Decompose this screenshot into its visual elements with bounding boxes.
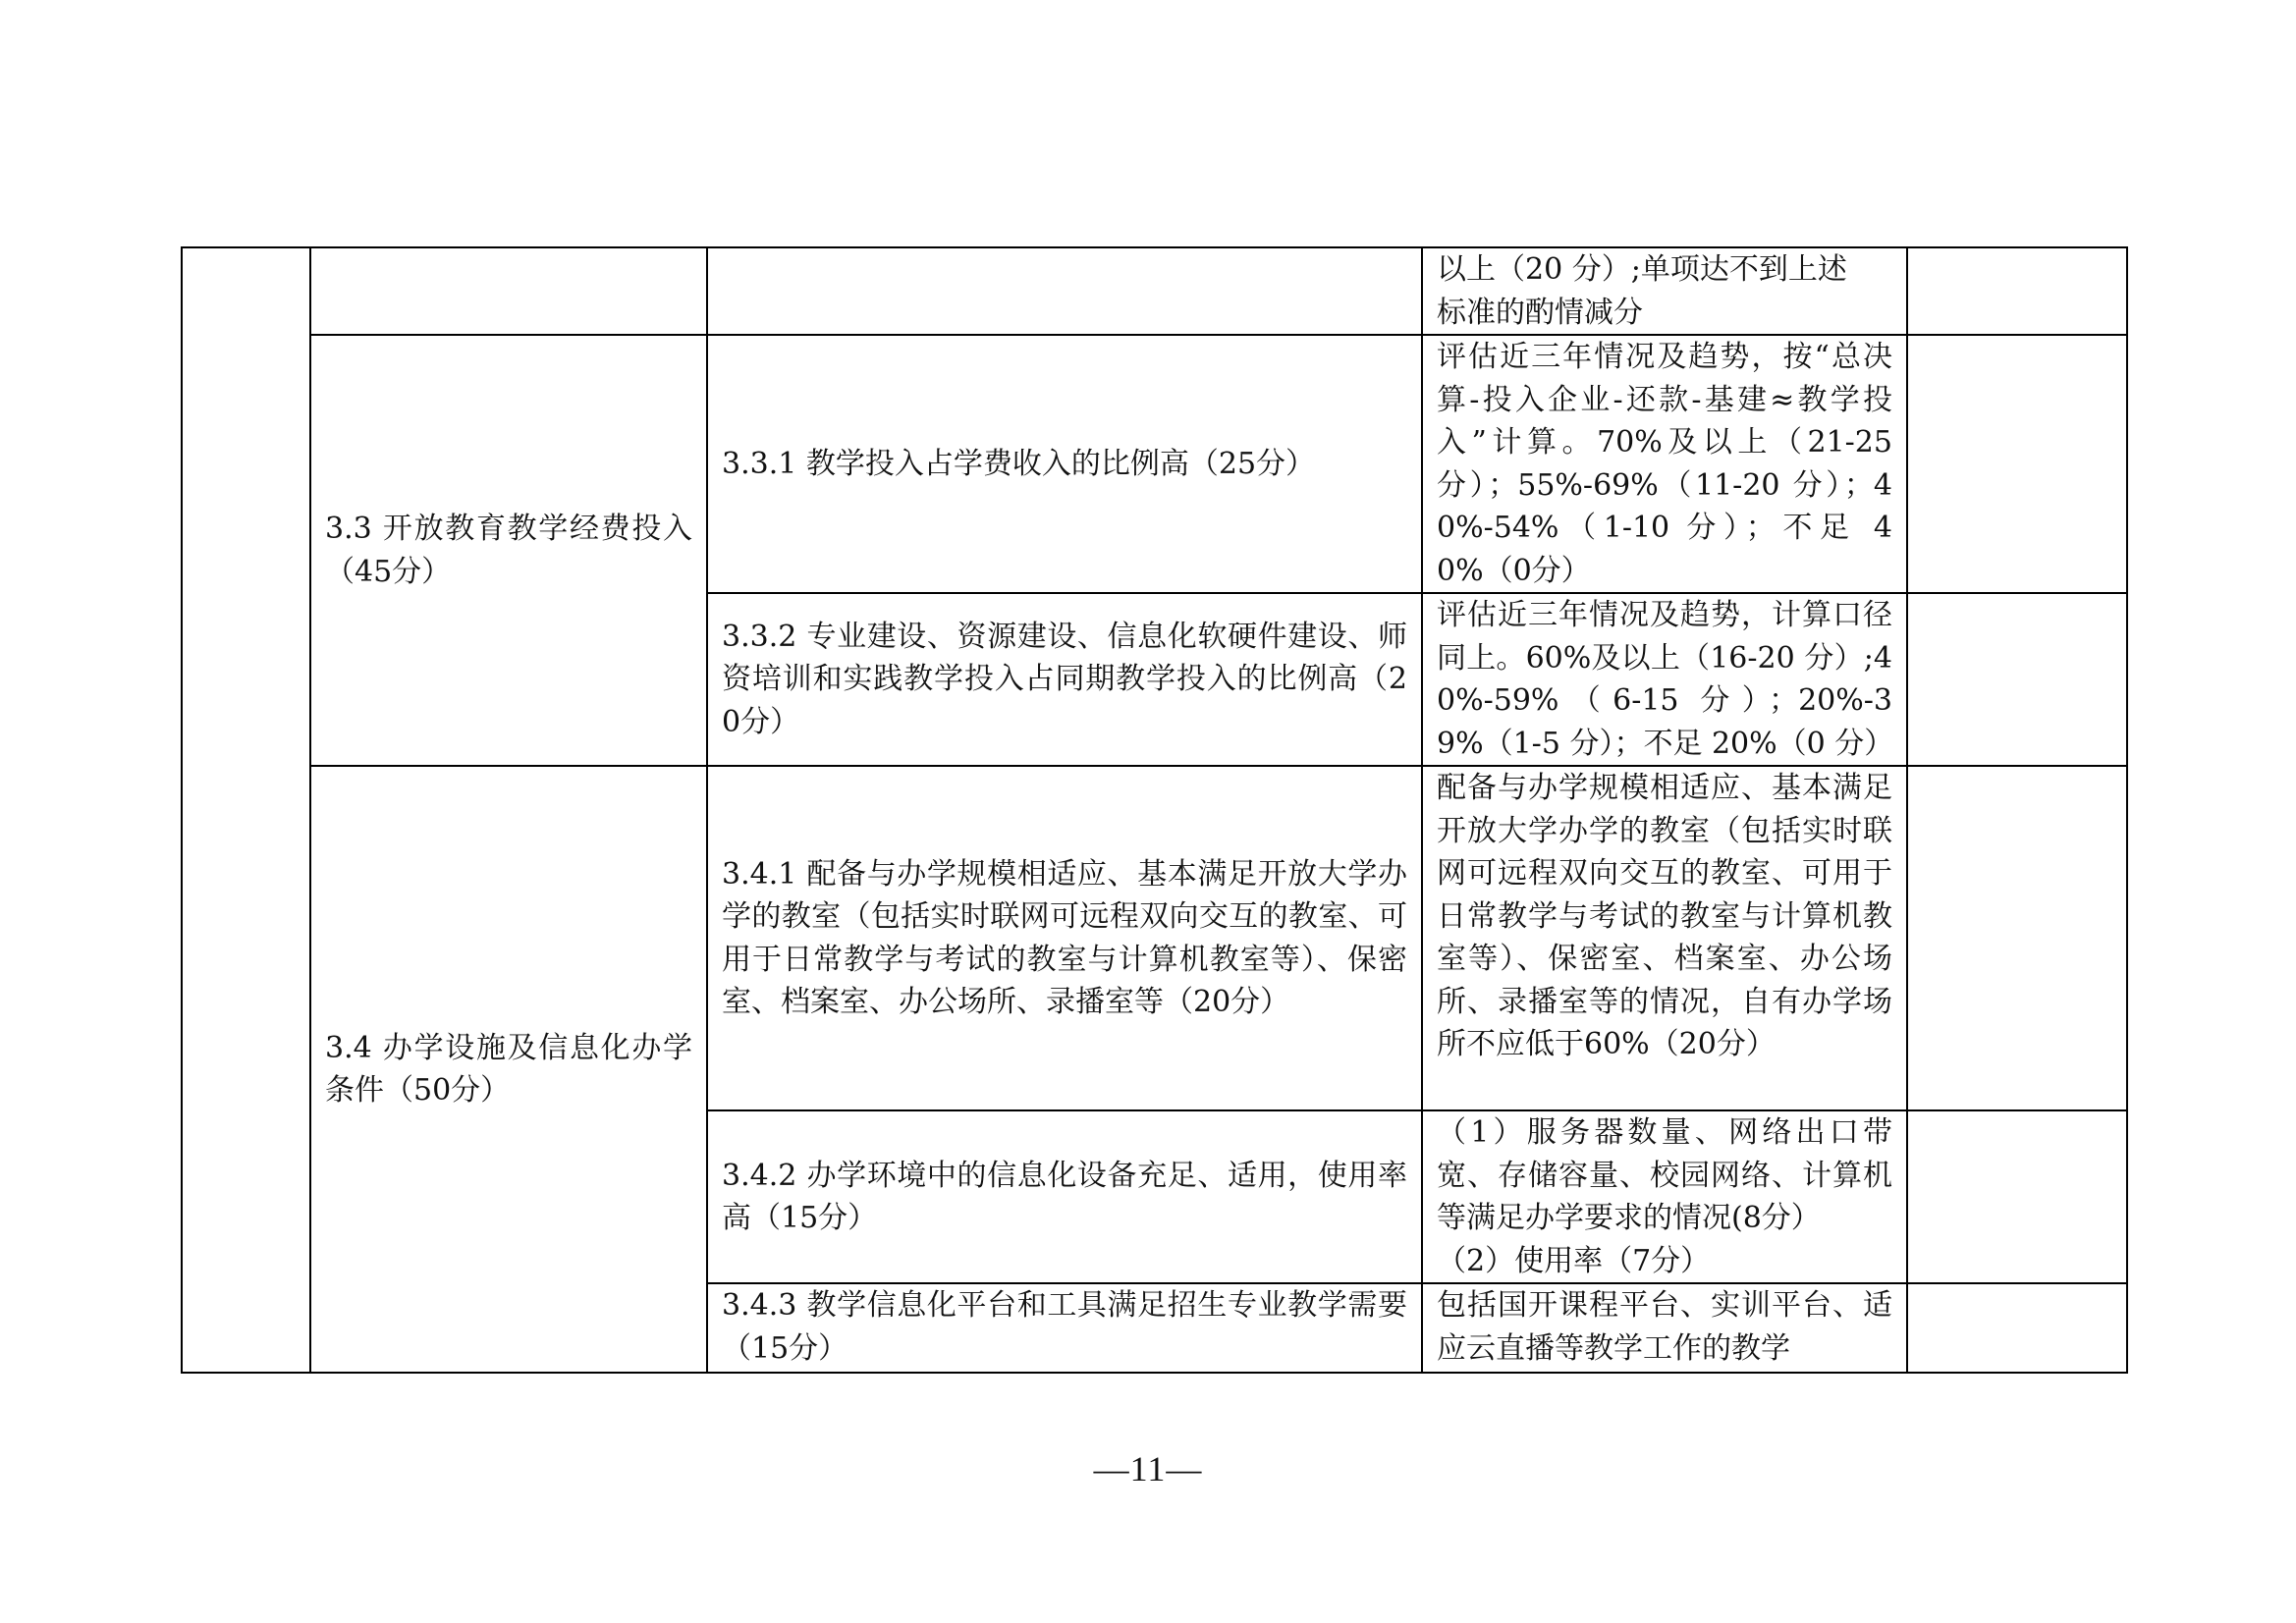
standard-text: 评估近三年情况及趋势，计算口径同上。60%及以上（16-20 分）;40%-59%（6-15 分）；20%-39%（1-5 分）；不足 20%（0 分）: [1437, 598, 1894, 761]
evaluation-criteria-table: [181, 246, 2128, 1374]
standard-text: 配备与办学规模相适应、基本满足开放大学办学的教室（包括实时联网可远程双向交互的教室、可用于日常教学与考试的教室与计算机教室等）、保密室、档案室、办公场所、录播室等的情况，自有办学场所不应低于60%（20分）: [1437, 771, 1892, 1061]
table-row: [182, 335, 2127, 593]
standard-cell: [1422, 593, 1907, 766]
score-cell: [1907, 1110, 2127, 1283]
score-cell: [1907, 766, 2127, 1110]
indicator-text: 3.4.1 配备与办学规模相适应、基本满足开放大学办学的教室（包括实时联网可远程双向交互的教室、可用于日常教学与考试的教室与计算机教室等）、保密室、档案室、办公场所、录播室等（20分）: [722, 856, 1407, 1019]
score-cell: [1907, 335, 2127, 593]
standard-cell: [1422, 1283, 1907, 1373]
indicator-cell: [707, 247, 1422, 335]
table-row: [182, 247, 2127, 335]
indicator-text: 3.3.1 教学投入占学费收入的比例高（25分）: [722, 446, 1316, 481]
page-number: —11—: [1093, 1449, 1203, 1488]
secondary-indicator-label: 3.4 办学设施及信息化办学条件（50分）: [325, 1030, 692, 1108]
indicator-cell: [707, 1110, 1422, 1283]
indicator-text: 3.4.2 办学环境中的信息化设备充足、适用，使用率高（15分）: [722, 1158, 1407, 1235]
standard-text: 以上（20 分）;单项达不到上述 标准的酌情减分: [1437, 252, 1847, 330]
indicator-cell: [707, 593, 1422, 766]
secondary-indicator-label: 3.3 开放教育教学经费投入（45分）: [325, 512, 692, 589]
score-cell: [1907, 247, 2127, 335]
standard-text: 包括国开课程平台、实训平台、适应云直播等教学工作的教学: [1437, 1288, 1892, 1366]
table-row: [182, 766, 2127, 1110]
secondary-indicator-cell: [310, 247, 707, 335]
standard-cell: [1422, 1110, 1907, 1283]
standard-cell: [1422, 247, 1907, 335]
indicator-cell: [707, 766, 1422, 1110]
indicator-cell: [707, 1283, 1422, 1373]
secondary-indicator-cell: [310, 766, 707, 1373]
standard-text: （1）服务器数量、网络出口带宽、存储容量、校园网络、计算机等满足办学要求的情况(8分） （2）使用率（7分）: [1437, 1115, 1892, 1278]
standard-text: 评估近三年情况及趋势，按“总决算-投入企业-还款-基建≈教学投入”计算。70%及以上（21-25分）；55%-69%（11-20 分）；40%-54%（1-10 分）；不足 40%（0分）: [1437, 340, 1892, 588]
score-cell: [1907, 1283, 2127, 1373]
indicator-text: 3.4.3 教学信息化平台和工具满足招生专业教学需要（15分）: [722, 1288, 1407, 1366]
score-cell: [1907, 593, 2127, 766]
indicator-cell: [707, 335, 1422, 593]
indicator-text: 3.3.2 专业建设、资源建设、信息化软硬件建设、师资培训和实践教学投入占同期教学投入的比例高（20分）: [722, 619, 1407, 739]
primary-indicator-cell: [182, 247, 310, 1373]
standard-cell: [1422, 766, 1907, 1110]
secondary-indicator-cell: [310, 335, 707, 766]
standard-cell: [1422, 335, 1907, 593]
